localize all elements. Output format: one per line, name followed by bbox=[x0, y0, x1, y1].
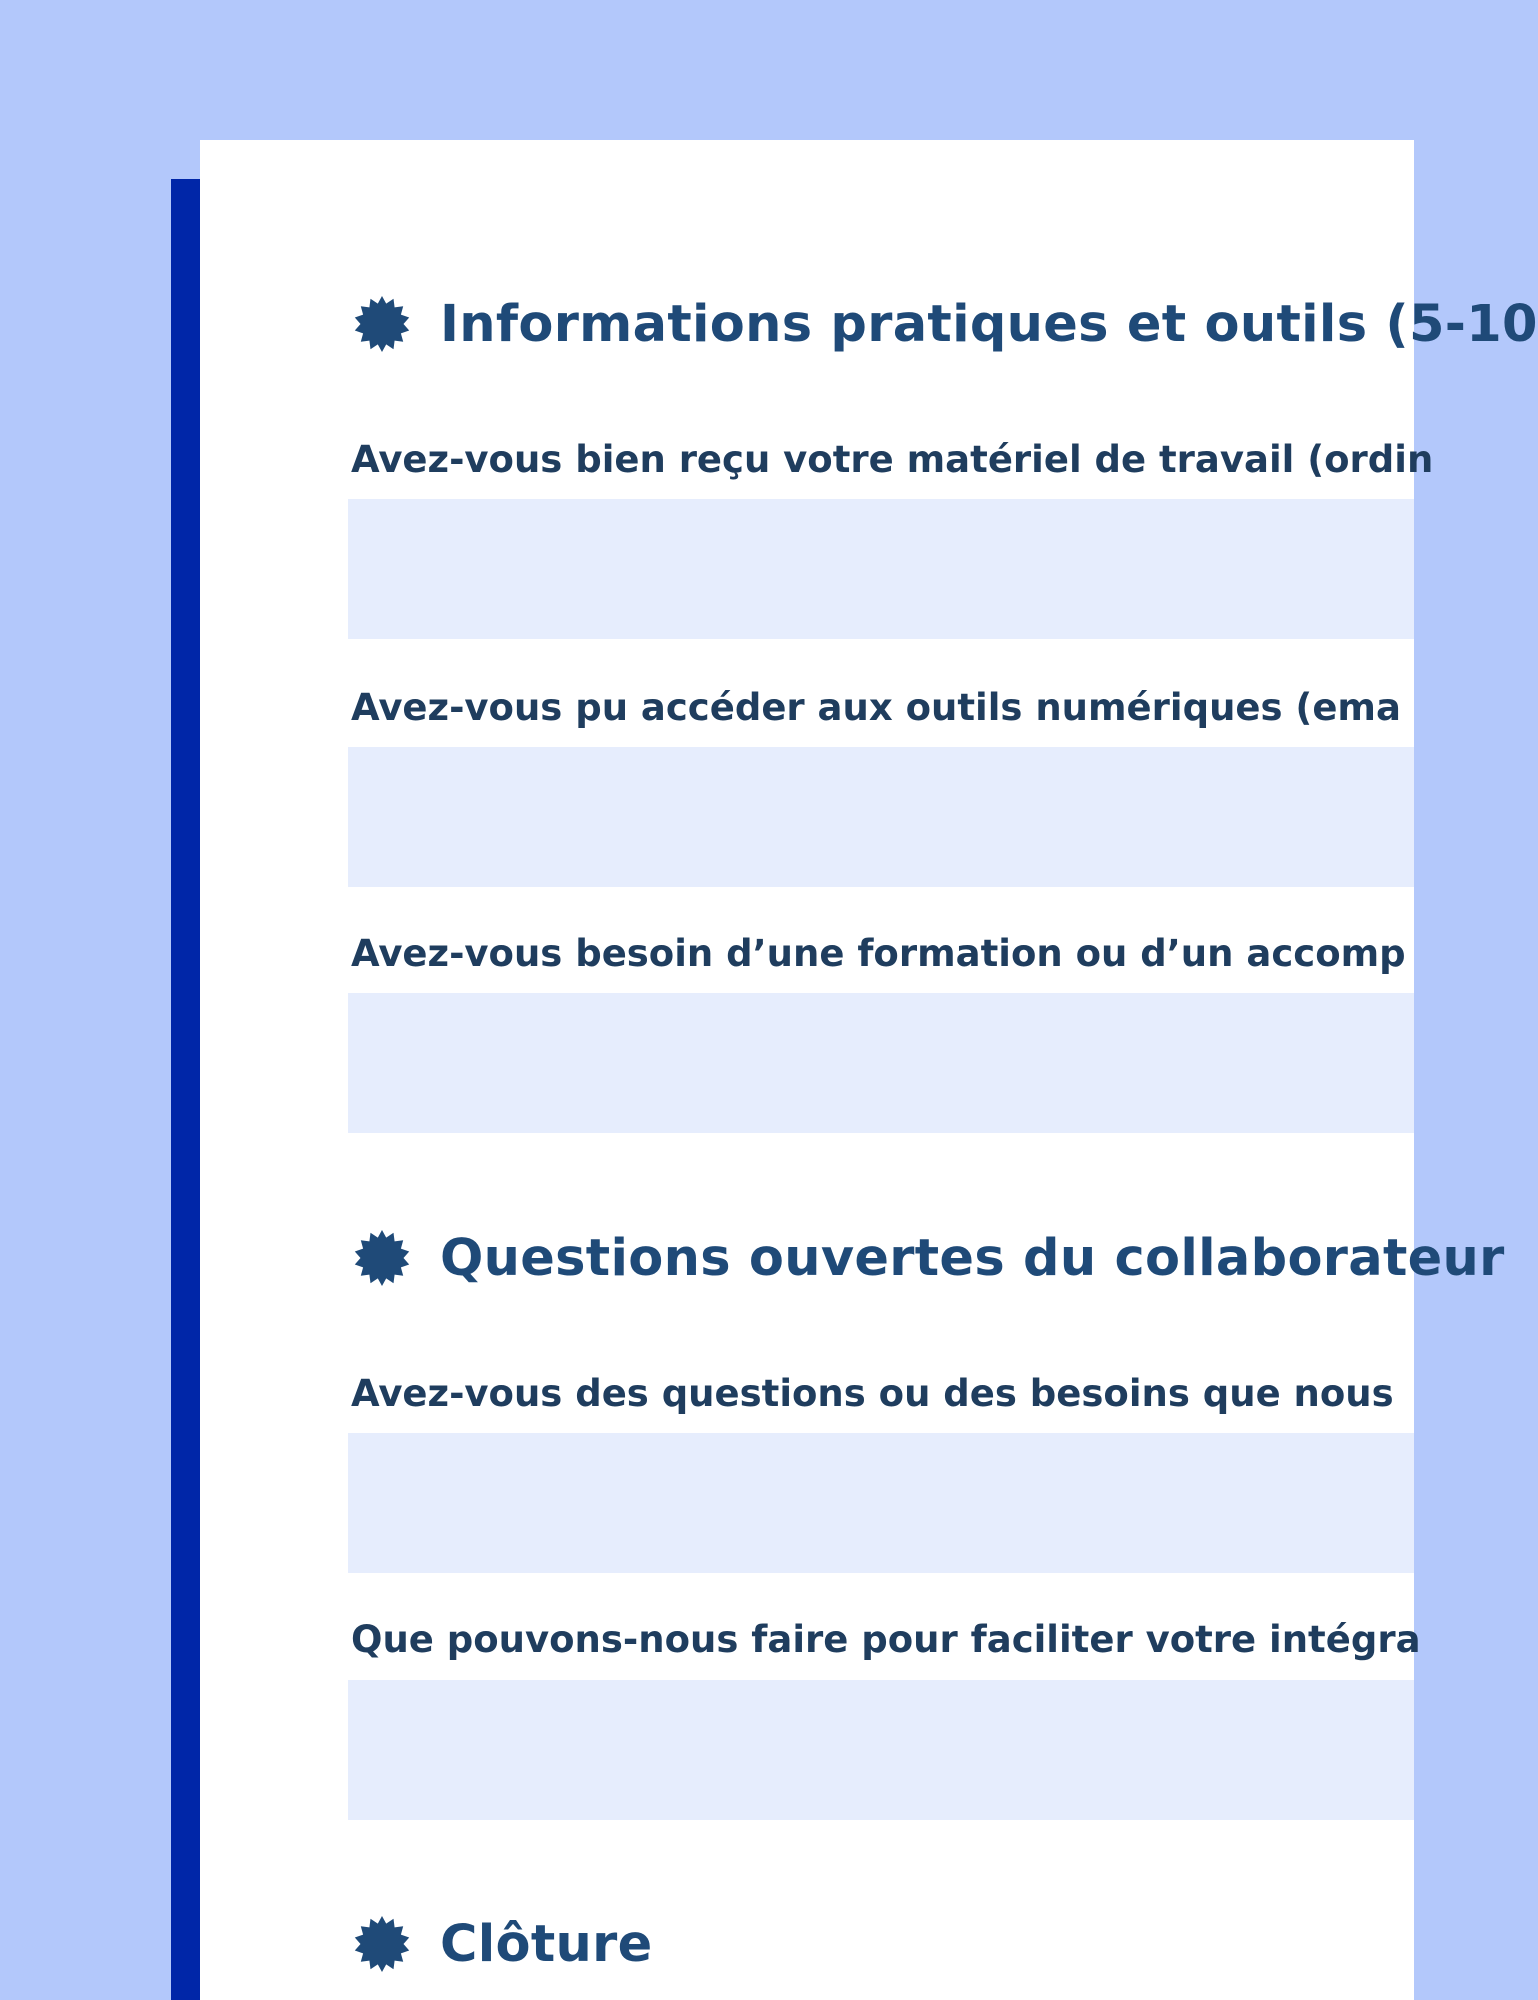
badge-icon bbox=[350, 292, 414, 356]
question-label-training: Avez-vous besoin d’une formation ou d’un accomp bbox=[351, 932, 1406, 975]
badge-icon bbox=[350, 1912, 414, 1976]
badge-icon bbox=[350, 1226, 414, 1290]
form-page bbox=[200, 140, 1538, 2000]
section-title: Questions ouvertes du collaborateur bbox=[440, 1228, 1505, 1288]
section-title: Clôture bbox=[440, 1914, 653, 1974]
section-heading-open-questions bbox=[350, 1226, 1505, 1290]
question-label-integration: Que pouvons-nous faire pour faciliter votre intégra bbox=[351, 1618, 1421, 1661]
answer-field-equipment[interactable] bbox=[348, 499, 1414, 639]
question-label-needs: Avez-vous des questions ou des besoins que nous bbox=[351, 1372, 1394, 1415]
section-heading-practical-info bbox=[350, 292, 1538, 356]
section-title: Informations pratiques et outils (5-10 bbox=[440, 294, 1538, 354]
question-label-digital-tools: Avez-vous pu accéder aux outils numériques (ema bbox=[351, 686, 1401, 729]
answer-field-digital-tools[interactable] bbox=[348, 747, 1414, 887]
question-label-equipment: Avez-vous bien reçu votre matériel de travail (ordin bbox=[351, 438, 1434, 481]
answer-field-integration[interactable] bbox=[348, 1680, 1414, 1820]
section-heading-closing bbox=[350, 1912, 652, 1976]
answer-field-needs[interactable] bbox=[348, 1433, 1414, 1573]
page-accent-bar bbox=[171, 179, 201, 2000]
answer-field-training[interactable] bbox=[348, 993, 1414, 1133]
